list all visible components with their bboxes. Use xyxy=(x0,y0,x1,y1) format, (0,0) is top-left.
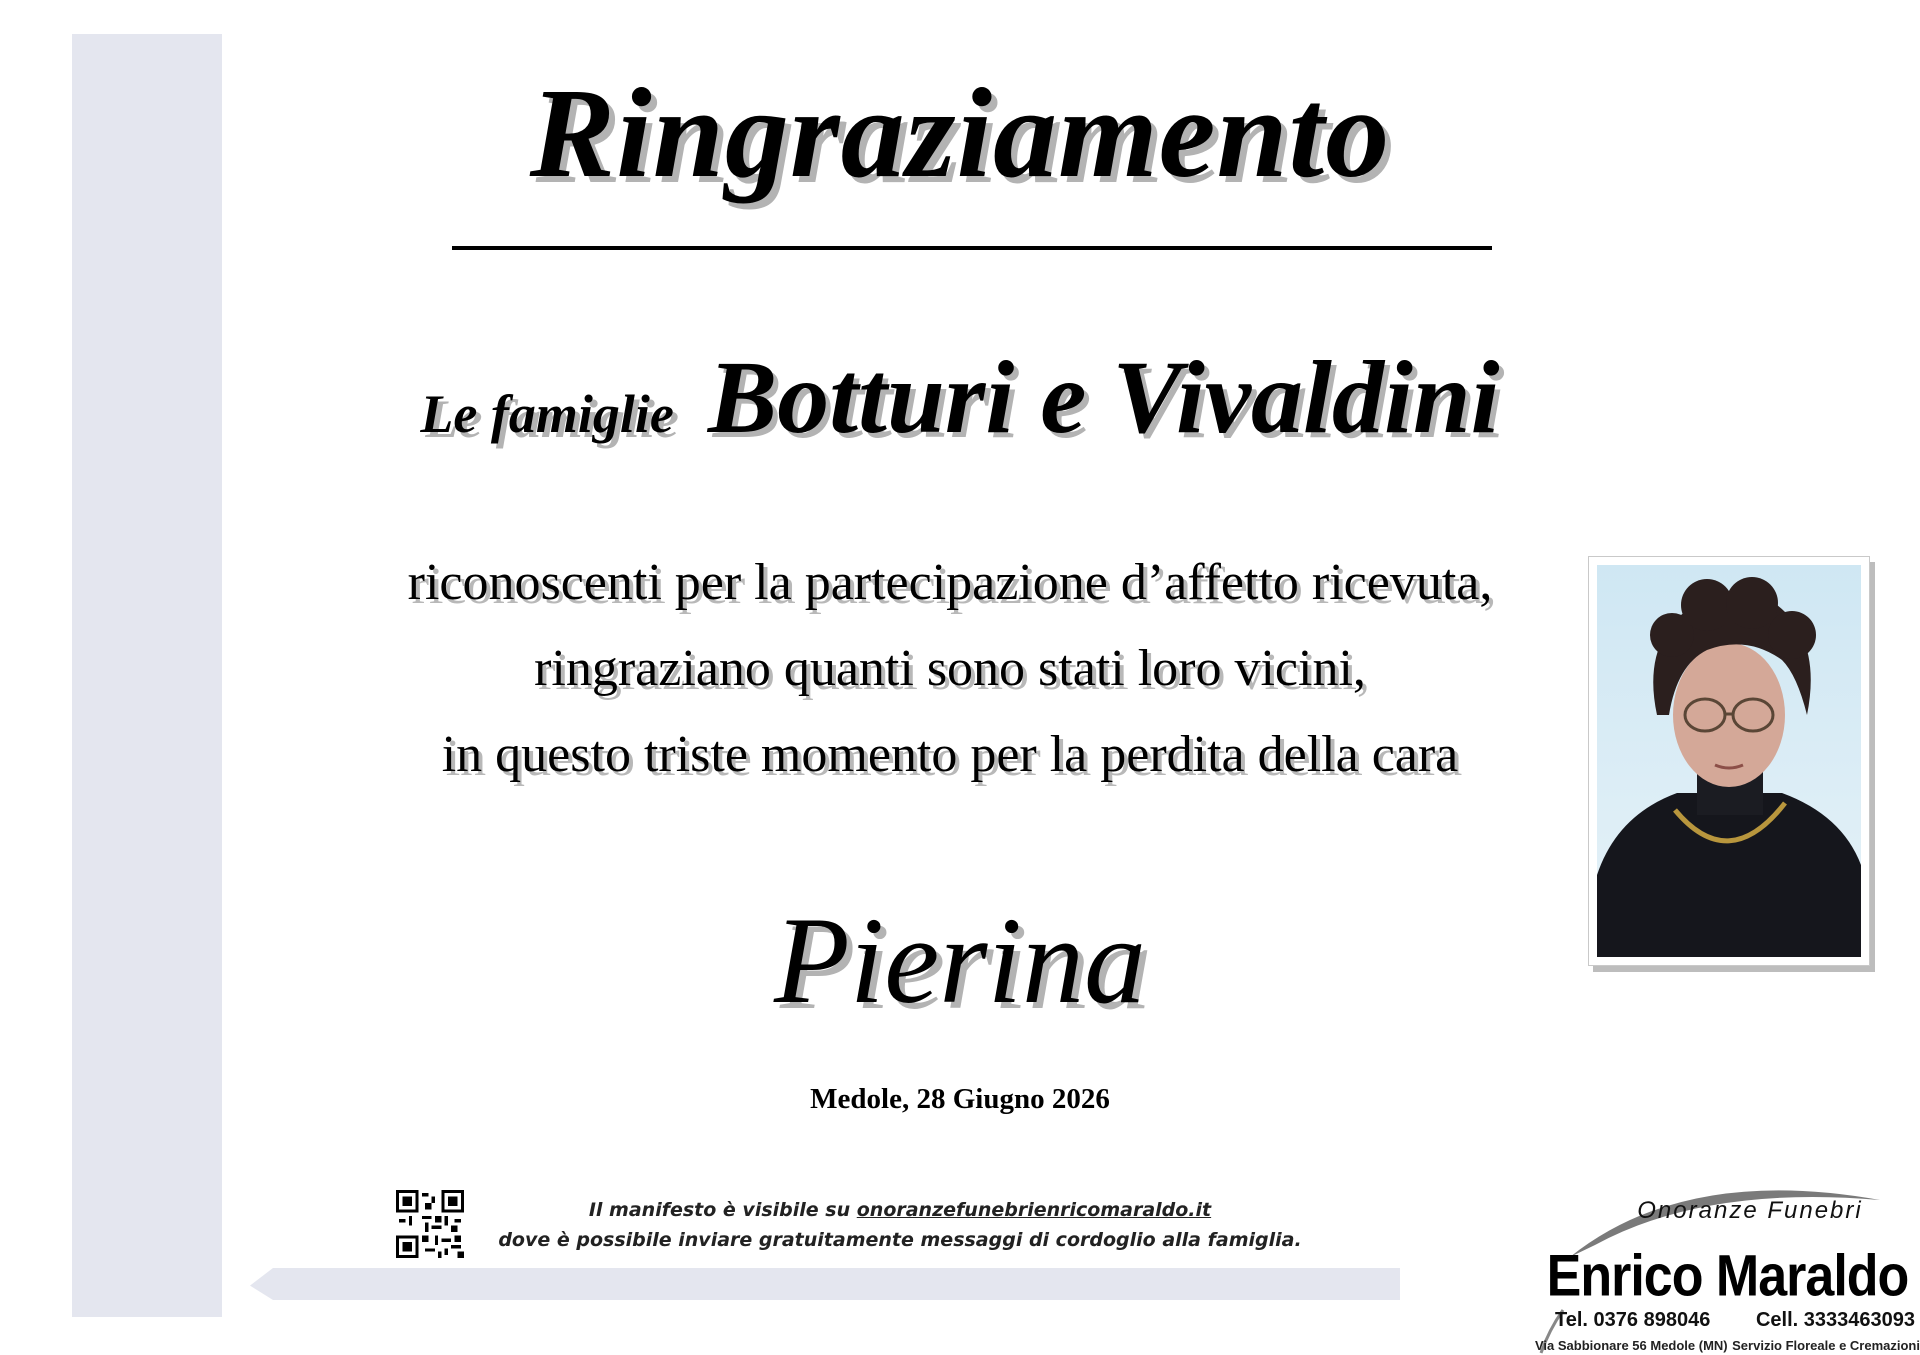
logo-address: Via Sabbionare 56 Medole (MN) xyxy=(1535,1338,1728,1353)
notice-title: Ringraziamento xyxy=(529,62,1391,204)
decorative-side-band xyxy=(72,34,222,1317)
deceased-photo-frame xyxy=(1588,556,1870,966)
website-note-text: Il manifesto è visibile su xyxy=(588,1199,857,1221)
funeral-home-logo xyxy=(1535,1185,1920,1355)
logo-phone: Tel. 0376 898046 xyxy=(1555,1309,1711,1331)
qr-code-icon xyxy=(396,1190,464,1258)
website-note-line2: dove è possibile inviare gratuitamente messaggi di cordoglio alla famiglia. xyxy=(498,1229,1302,1251)
logo-line1: Onoranze Funebri xyxy=(1637,1197,1863,1224)
logo-service: Servizio Floreale e Cremazioni xyxy=(1732,1338,1920,1353)
title-divider xyxy=(452,246,1492,250)
logo-phones xyxy=(1555,1309,1915,1332)
families-intro: Le famiglie xyxy=(420,384,674,444)
message-line: riconoscenti per la partecipazione d’affetto ricevuta, xyxy=(407,554,1493,611)
families-line xyxy=(0,338,1920,457)
deceased-photo xyxy=(1597,565,1861,957)
deceased-name: Pierina xyxy=(774,892,1146,1029)
message-line: ringraziano quanti sono stati loro vicini, xyxy=(534,640,1366,697)
decorative-bottom-band xyxy=(250,1268,1400,1300)
thank-you-message xyxy=(340,540,1560,798)
message-line: in questo triste momento per la perdita della cara xyxy=(441,726,1459,783)
place-date: Medole, 28 Giugno 2026 xyxy=(810,1083,1110,1115)
logo-cell: Cell. 3333463093 xyxy=(1755,1309,1915,1331)
logo-address-line xyxy=(1535,1338,1920,1353)
logo-line2: Enrico Maraldo xyxy=(1546,1244,1909,1310)
families-names: Botturi e Vivaldini xyxy=(707,340,1500,455)
website-note xyxy=(480,1195,1320,1255)
website-note-line1 xyxy=(480,1195,1320,1225)
website-link[interactable]: onoranzefunebrienricomaraldo.it xyxy=(856,1199,1212,1221)
